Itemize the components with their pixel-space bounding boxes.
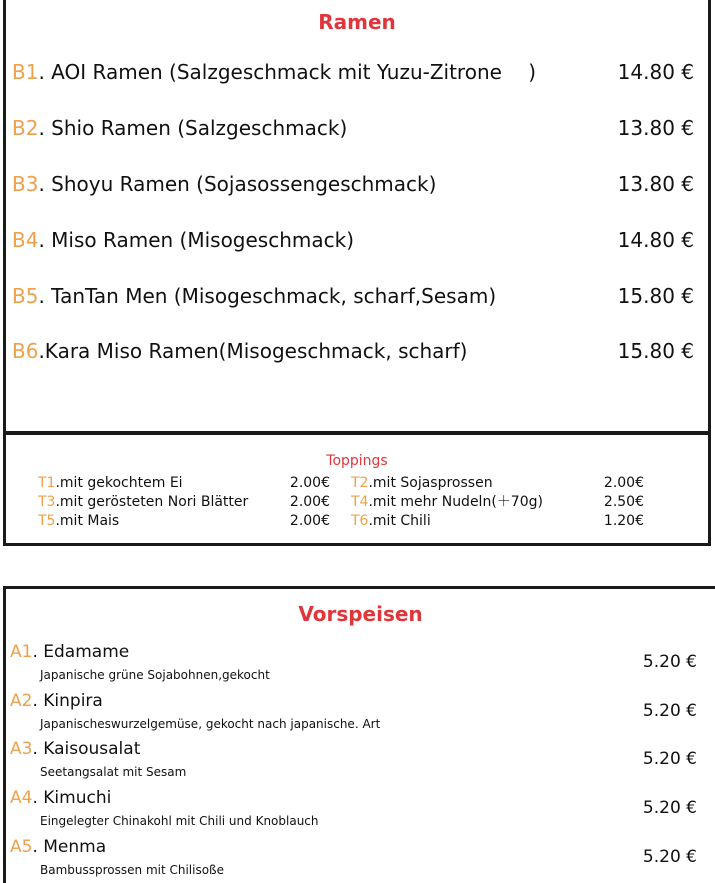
item-code: A5 — [10, 837, 33, 857]
item-code: A1 — [10, 642, 33, 662]
menu-item-a2[interactable] — [10, 690, 697, 736]
item-name: . Kaisousalat — [32, 739, 141, 759]
item-price: 15.80 € — [617, 339, 694, 363]
item-name: .mit Sojasprossen — [368, 475, 493, 491]
topping-price-t2: 2.00€ — [603, 475, 644, 491]
item-name: .mit mehr Nudeln(＋70g) — [368, 494, 543, 510]
item-price: 14.80 € — [617, 228, 694, 252]
item-code: T6 — [351, 513, 369, 529]
item-code: A2 — [10, 691, 33, 711]
menu-item-a1[interactable] — [10, 641, 697, 687]
menu-item-b1[interactable] — [12, 58, 694, 86]
menu-item-b6[interactable] — [12, 337, 694, 365]
item-code: A4 — [10, 788, 33, 808]
item-name: . AOI Ramen (Salzgeschmack mit Yuzu-Zitrone ) — [38, 60, 537, 84]
topping-item-t4[interactable] — [351, 493, 543, 511]
topping-item-t3[interactable] — [38, 493, 248, 511]
item-name: . Kimuchi — [32, 788, 112, 808]
item-code: A3 — [10, 739, 33, 759]
item-price: 5.20 € — [642, 847, 697, 867]
item-price: 5.20 € — [642, 749, 697, 769]
item-price: 13.80 € — [617, 116, 694, 140]
item-code: B6 — [12, 339, 39, 363]
item-name-line — [10, 738, 140, 760]
item-code: B3 — [12, 172, 39, 196]
ramen-title: Ramen — [318, 10, 396, 34]
item-code: B1 — [12, 60, 39, 84]
item-name: . Shoyu Ramen (Sojasossengeschmack) — [38, 172, 437, 196]
item-name-line — [10, 836, 106, 858]
item-name-line — [10, 690, 103, 712]
menu-item-a4[interactable] — [10, 787, 697, 833]
item-description: Eingelegter Chinakohl mit Chili und Knoblauch — [40, 814, 319, 828]
ramen-section — [3, 0, 711, 434]
item-description: Japanische grüne Sojabohnen,gekocht — [40, 668, 270, 682]
item-price: 5.20 € — [642, 652, 697, 672]
item-name: . TanTan Men (Misogeschmack, scharf,Sesam) — [38, 284, 497, 308]
toppings-section — [3, 432, 711, 546]
item-code: T1 — [38, 475, 56, 491]
item-code: T3 — [38, 494, 56, 510]
item-name: . Miso Ramen (Misogeschmack) — [38, 228, 355, 252]
menu-item-a3[interactable] — [10, 738, 697, 784]
topping-price-t4: 2.50€ — [603, 494, 644, 510]
item-description: Bambussprossen mit Chilisoße — [40, 863, 225, 877]
topping-item-t1[interactable] — [38, 474, 183, 492]
item-code: T4 — [351, 494, 369, 510]
menu-item-b4[interactable] — [12, 226, 694, 254]
item-name: .Kara Miso Ramen(Misogeschmack, scharf) — [38, 339, 468, 363]
vorspeisen-section — [3, 586, 715, 883]
item-name: .mit Mais — [55, 513, 120, 529]
topping-item-t6[interactable] — [351, 512, 431, 530]
item-price: 5.20 € — [642, 798, 697, 818]
topping-price-t3: 2.00€ — [289, 494, 330, 510]
topping-price-t6: 1.20€ — [603, 513, 644, 529]
topping-price-t1: 2.00€ — [289, 475, 330, 491]
item-code: B4 — [12, 228, 39, 252]
topping-item-t5[interactable] — [38, 512, 119, 530]
item-price: 15.80 € — [617, 284, 694, 308]
item-code: B5 — [12, 284, 39, 308]
item-name: . Menma — [32, 837, 107, 857]
item-price: 14.80 € — [617, 60, 694, 84]
item-name: . Shio Ramen (Salzgeschmack) — [38, 116, 348, 140]
item-name-line — [10, 641, 129, 663]
toppings-title: Toppings — [326, 453, 388, 469]
item-name: .mit gekochtem Ei — [55, 475, 183, 491]
menu-item-b2[interactable] — [12, 114, 694, 142]
item-name-line — [10, 787, 111, 809]
item-name: .mit gerösteten Nori Blätter — [55, 494, 249, 510]
item-description: Seetangsalat mit Sesam — [40, 765, 187, 779]
menu-item-a5[interactable] — [10, 836, 697, 882]
item-description: Japanischeswurzelgemüse, gekocht nach japanische. Art — [40, 717, 381, 731]
item-code: T5 — [38, 513, 56, 529]
item-code: T2 — [351, 475, 369, 491]
vorspeisen-title: Vorspeisen — [298, 602, 423, 626]
topping-price-t5: 2.00€ — [289, 513, 330, 529]
item-name: . Edamame — [32, 642, 130, 662]
item-code: B2 — [12, 116, 39, 140]
menu-item-b5[interactable] — [12, 282, 694, 310]
item-price: 5.20 € — [642, 701, 697, 721]
menu-item-b3[interactable] — [12, 170, 694, 198]
item-name: .mit Chili — [368, 513, 431, 529]
item-name: . Kinpira — [32, 691, 103, 711]
item-price: 13.80 € — [617, 172, 694, 196]
topping-item-t2[interactable] — [351, 474, 493, 492]
